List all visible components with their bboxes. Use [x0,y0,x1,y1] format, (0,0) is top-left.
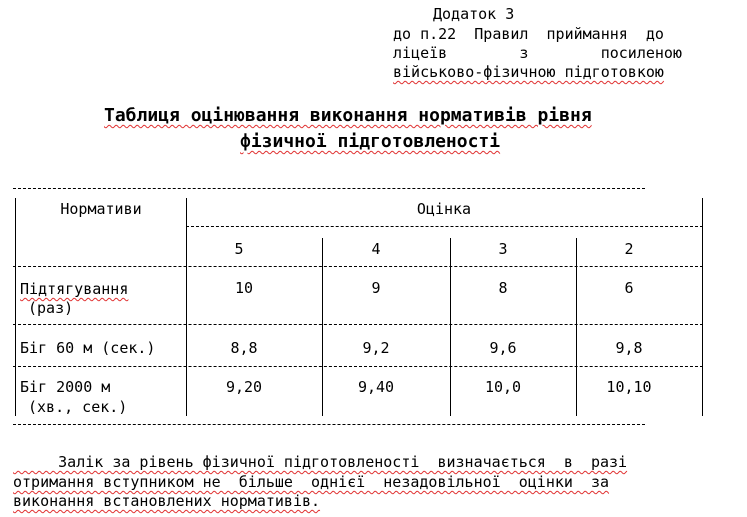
table-cell: 10,10 [606,378,652,396]
table-cell: 8,8 [230,339,258,357]
row-name-run-60m: Біг 60 м (сек.) [20,339,156,357]
row-name-run-2000m-unit: (хв., сек.) [28,398,128,416]
row-name-pullups-unit: (раз) [28,299,74,317]
column-header-grade: Оцінка [416,200,472,218]
table-cell: 9 [371,279,381,297]
table-bottom-rule [13,424,645,425]
document-title-line2: фізичної підготовленості [240,131,501,152]
table-cell: 6 [624,279,634,297]
footer-paragraph-line2: отримання вступником не більше однієї незадовільної оцінки за [13,473,610,491]
appendix-reference-line2: ліцеїв з посиленою [393,44,682,62]
table-cell: 10,0 [484,378,522,396]
table-left-border [15,198,16,416]
table-cell: 10 [234,279,254,297]
table-cell: 9,6 [489,339,517,357]
grade-label-5: 5 [234,240,244,258]
header-bottom-rule [13,266,703,267]
table-cell: 9,8 [615,339,643,357]
document-title-line1: Таблиця оцінювання виконання нормативів рівня [104,105,592,126]
table-cell: 9,2 [362,339,390,357]
appendix-reference-line3: військово-фізичною підготовкою [393,63,664,81]
footer-paragraph-line1: Залік за рівень фізичної підготовленості визначається в разі [13,453,628,471]
table-top-rule [13,188,645,189]
table-cell: 9,20 [225,378,263,396]
appendix-number: Додаток 3 [433,5,515,23]
table-cell: 9,40 [357,378,395,396]
appendix-reference-line1: до п.22 Правил приймання до [393,25,664,43]
grade-label-3: 3 [498,240,508,258]
row2-bottom-rule [13,366,703,367]
grade-label-4: 4 [371,240,381,258]
table-right-border [702,198,703,416]
row-name-pullups: Підтягування [20,280,129,298]
row-name-run-2000m: Біг 2000 м [20,378,111,396]
table-cell: 8 [498,279,508,297]
footer-paragraph-line3: виконання встановлених нормативів. [13,492,321,510]
row1-bottom-rule [13,324,703,325]
column-header-normatives: Нормативи [60,200,142,218]
grade-label-2: 2 [624,240,634,258]
grade-header-rule [186,226,703,227]
